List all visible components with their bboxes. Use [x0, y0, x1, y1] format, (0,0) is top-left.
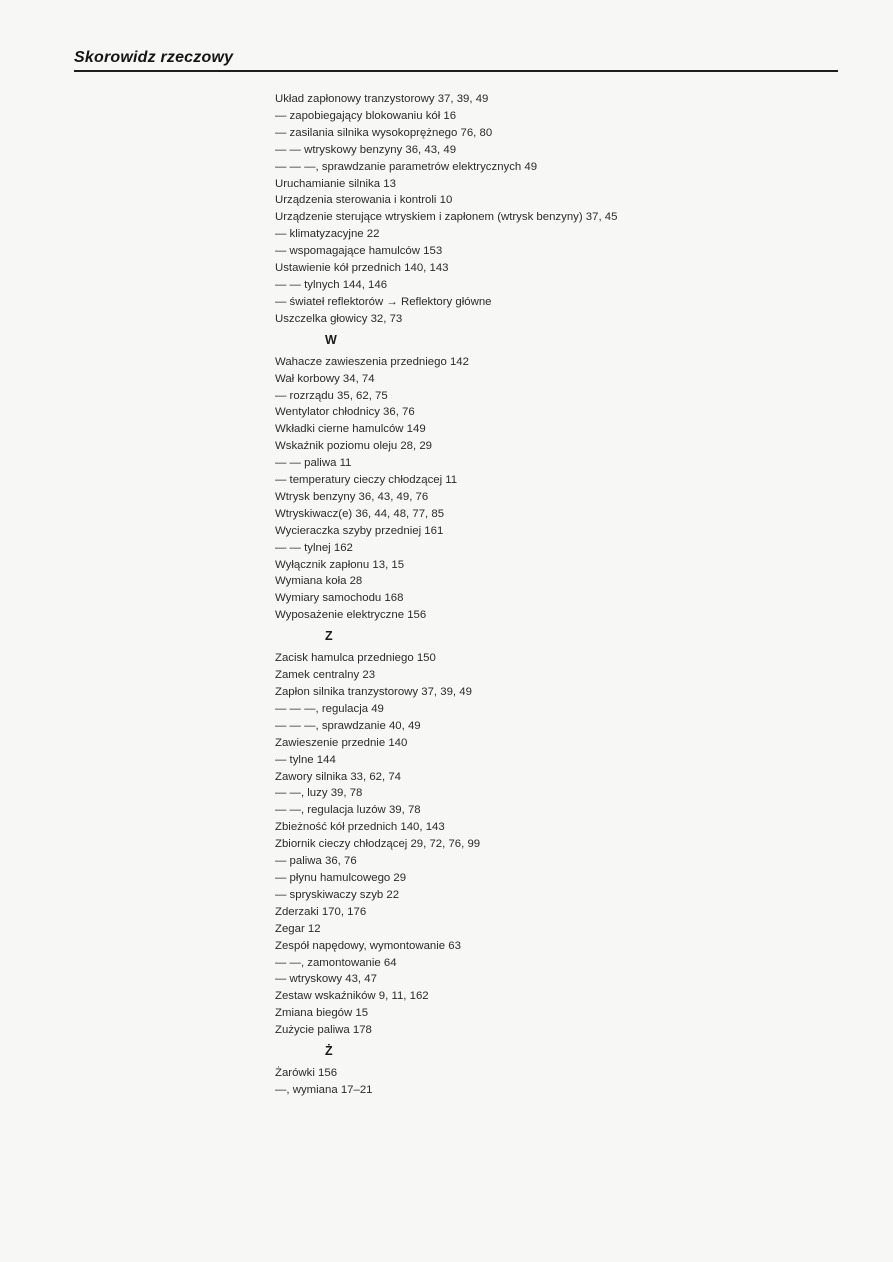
index-entry: — zasilania silnika wysokoprężnego 76, 80	[275, 126, 493, 139]
index-entry: Zbieżność kół przednich 140, 143	[275, 821, 445, 834]
index-entry: Zespół napędowy, wymontowanie 63	[275, 939, 461, 952]
index-entry: — — tylnej 162	[275, 541, 353, 554]
index-entry: Urządzenie sterujące wtryskiem i zapłonem (wtrysk benzyny) 37, 45	[275, 211, 618, 224]
index-entry: Uszczelka głowicy 32, 73	[275, 312, 403, 325]
index-entry: Ustawienie kół przednich 140, 143	[275, 262, 449, 275]
index-entry: —, wymiana 17–21	[275, 1083, 373, 1096]
index-entry: Zmiana biegów 15	[275, 1007, 369, 1020]
index-group-z-dot	[275, 1039, 835, 1099]
index-entry: Wkładki cierne hamulców 149	[275, 423, 426, 436]
index-entry: Zawory silnika 33, 62, 74	[275, 770, 401, 783]
index-entry: Wahacze zawieszenia przedniego 142	[275, 355, 469, 368]
index-entry: Wał korbowy 34, 74	[275, 372, 375, 385]
index-entry: — —, luzy 39, 78	[275, 787, 363, 800]
section-letter: Ż	[325, 1044, 333, 1059]
index-entries	[275, 1065, 835, 1099]
index-entry: — temperatury cieczy chłodzącej 11	[275, 474, 458, 487]
index-entry: Wymiary samochodu 168	[275, 592, 404, 605]
index-entry: — tylne 144	[275, 753, 336, 766]
index-entry: — —, regulacja luzów 39, 78	[275, 804, 421, 817]
index-entry: — paliwa 36, 76	[275, 855, 357, 868]
index-entries	[275, 354, 835, 625]
section-letter: Z	[325, 629, 333, 644]
index-entry: Wymiana koła 28	[275, 575, 363, 588]
index-entry: — — —, sprawdzanie parametrów elektrycznych 49	[275, 160, 538, 173]
index-entry: Żarówki 156	[275, 1067, 338, 1080]
subject-index	[275, 91, 835, 1099]
index-entries	[275, 91, 835, 328]
index-entry: Wentylator chłodnicy 36, 76	[275, 406, 415, 419]
index-entry: Wycieraczka szyby przedniej 161	[275, 524, 444, 537]
page-header	[74, 49, 838, 72]
index-entries	[275, 650, 835, 1039]
section-letter: W	[325, 332, 337, 347]
index-entry: Wskaźnik poziomu oleju 28, 29	[275, 440, 433, 453]
index-entry: Zamek centralny 23	[275, 669, 376, 682]
index-entry: Zacisk hamulca przedniego 150	[275, 652, 436, 665]
index-entry: Zderzaki 170, 176	[275, 905, 367, 918]
index-entry: Wtryskiwacz(e) 36, 44, 48, 77, 85	[275, 507, 445, 520]
index-entry: — — paliwa 11	[275, 457, 352, 470]
index-entry: — wspomagające hamulców 153	[275, 245, 443, 258]
index-entry: Zegar 12	[275, 922, 321, 935]
page-title: Skorowidz rzeczowy	[74, 49, 234, 66]
index-entry: Wtrysk benzyny 36, 43, 49, 76	[275, 490, 429, 503]
index-group-z	[275, 624, 835, 1039]
index-entry: — świateł reflektorów → Reflektory główne	[275, 295, 492, 308]
index-group-u	[275, 91, 835, 328]
index-entry: — klimatyzacyjne 22	[275, 228, 380, 241]
index-entry: — — —, regulacja 49	[275, 702, 384, 715]
index-entry: Wyłącznik zapłonu 13, 15	[275, 558, 405, 571]
index-entry: Urządzenia sterowania i kontroli 10	[275, 194, 453, 207]
index-entry: Zawieszenie przednie 140	[275, 736, 408, 749]
index-entry: — płynu hamulcowego 29	[275, 871, 407, 884]
index-entry: — —, zamontowanie 64	[275, 956, 397, 969]
index-entry: Uruchamianie silnika 13	[275, 177, 396, 190]
index-entry: — rozrządu 35, 62, 75	[275, 389, 388, 402]
index-entry: — — —, sprawdzanie 40, 49	[275, 719, 421, 732]
index-group-w	[275, 328, 835, 625]
index-entry: Zestaw wskaźników 9, 11, 162	[275, 990, 429, 1003]
index-entry: — — tylnych 144, 146	[275, 278, 388, 291]
index-entry: Układ zapłonowy tranzystorowy 37, 39, 49	[275, 93, 489, 105]
index-entry: Zużycie paliwa 178	[275, 1024, 372, 1037]
index-entry: — spryskiwaczy szyb 22	[275, 888, 400, 901]
index-entry: — — wtryskowy benzyny 36, 43, 49	[275, 143, 457, 156]
index-entry: Zbiornik cieczy chłodzącej 29, 72, 76, 99	[275, 838, 481, 851]
index-entry: — wtryskowy 43, 47	[275, 973, 377, 986]
index-entry: Zapłon silnika tranzystorowy 37, 39, 49	[275, 686, 472, 698]
index-entry: — zapobiegający blokowaniu kół 16	[275, 109, 457, 122]
index-entry: Wyposażenie elektryczne 156	[275, 609, 427, 622]
